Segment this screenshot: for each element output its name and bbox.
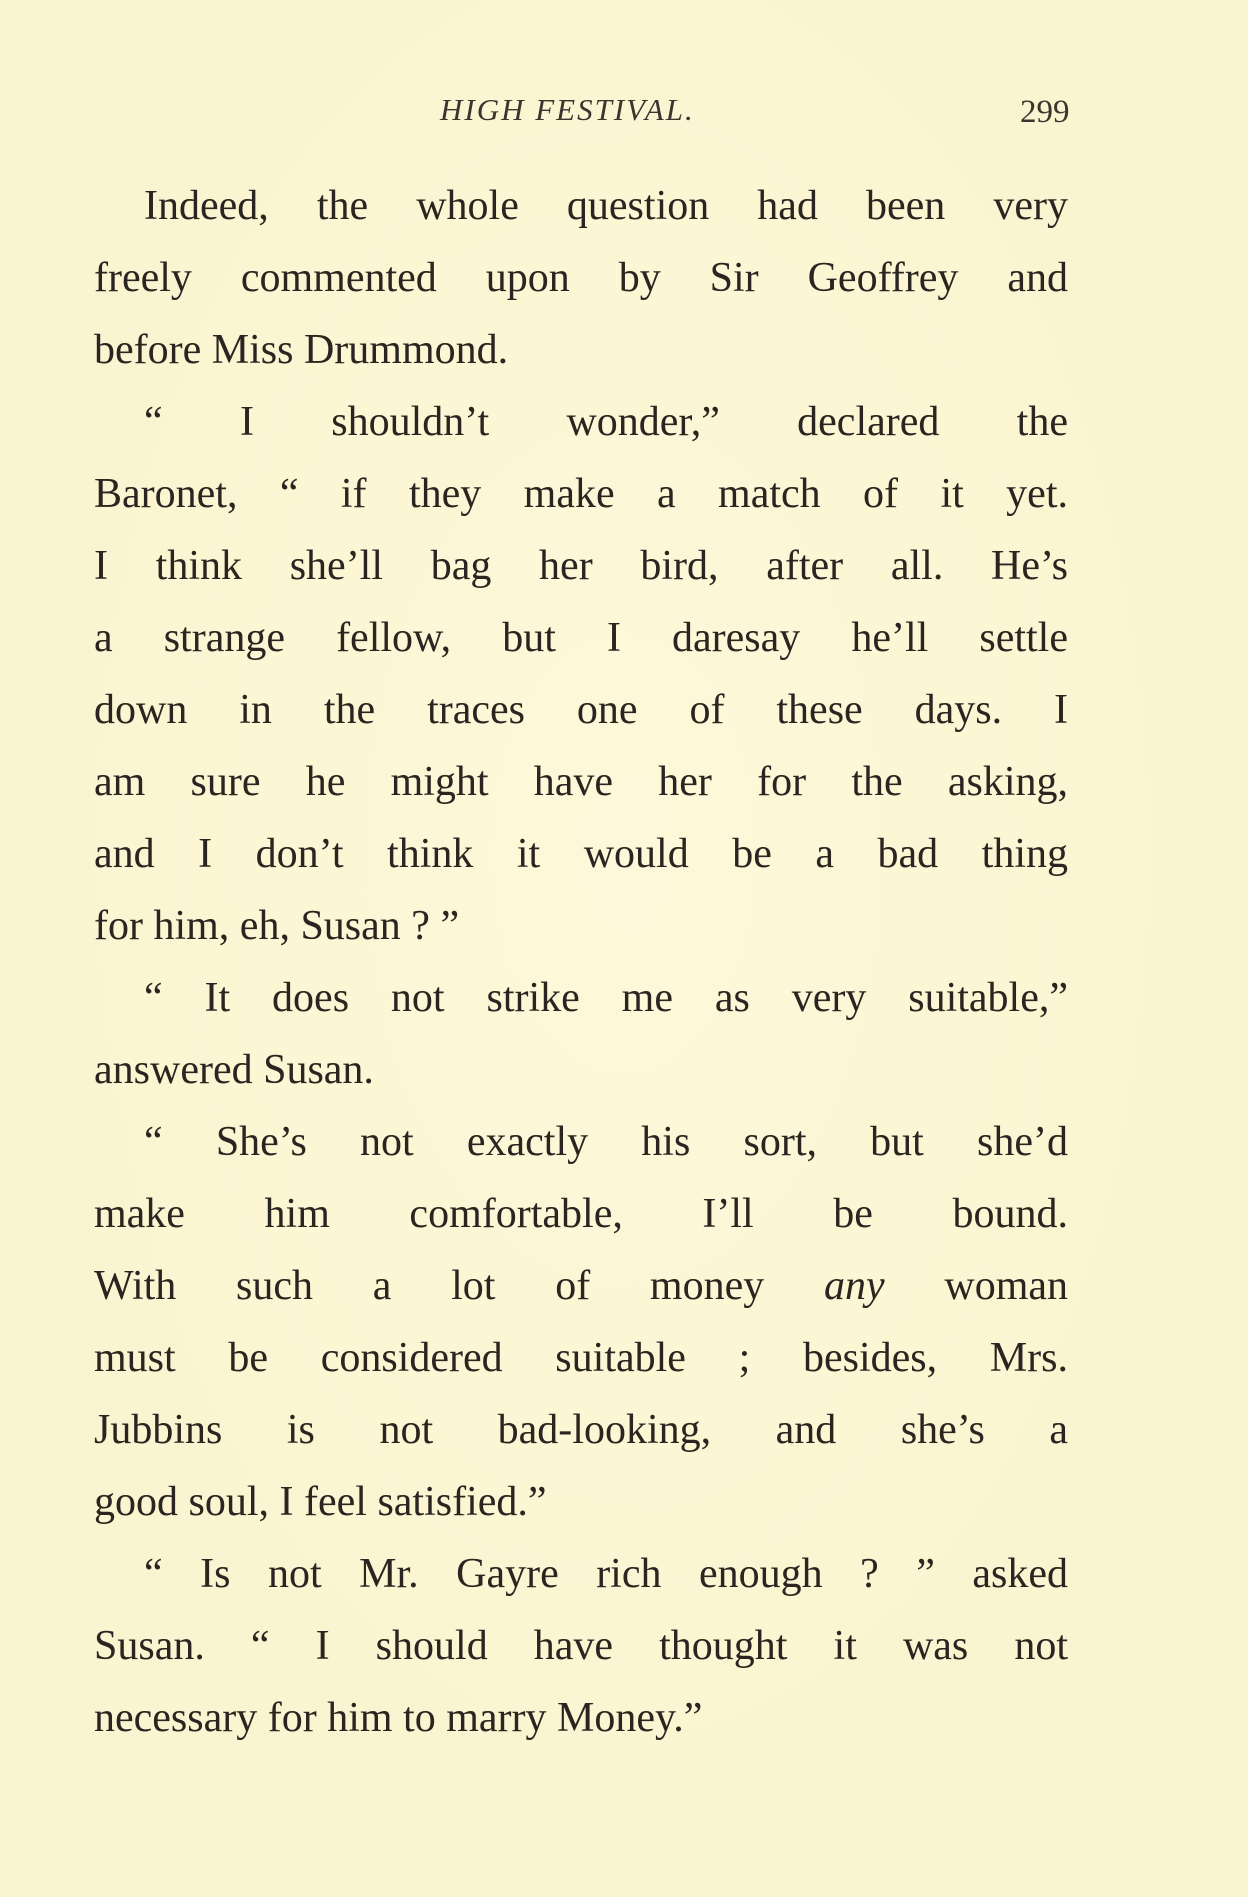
text-line: for him, eh, Susan ? ”	[94, 903, 460, 949]
text-line: freely commented upon by Sir Geoffrey and	[94, 255, 1068, 301]
text-line: and I don’t think it would be a bad thing	[94, 831, 1068, 877]
text-line: “ Is not Mr. Gayre rich enough ? ” asked	[144, 1551, 1068, 1597]
running-head	[0, 92, 1248, 132]
text-line: Jubbins is not bad-looking, and she’s a	[94, 1407, 1068, 1453]
text-line: “ She’s not exactly his sort, but she’d	[144, 1119, 1068, 1165]
text-line: “ I shouldn’t wonder,” declared the	[144, 399, 1068, 445]
page-number: 299	[1020, 94, 1070, 130]
text-line: a strange fellow, but I daresay he’ll settle	[94, 615, 1068, 661]
body-text	[94, 170, 1068, 1754]
text-segment: With such a lot of money	[94, 1263, 765, 1309]
text-line: Baronet, “ if they make a match of it yet.	[94, 471, 1068, 517]
text-line: I think she’ll bag her bird, after all. He’s	[94, 543, 1068, 589]
text-line: “ It does not strike me as very suitable,”	[144, 975, 1068, 1021]
text-line: must be considered suitable ; besides, Mrs.	[94, 1335, 1068, 1381]
text-line: Indeed, the whole question had been very	[144, 183, 1068, 229]
text-line: make him comfortable, I’ll be bound.	[94, 1191, 1068, 1237]
text-segment: woman	[944, 1263, 1069, 1309]
text-line: am sure he might have her for the asking,	[94, 759, 1068, 805]
emphasized-word: any	[823, 1263, 885, 1309]
running-title: HIGH FESTIVAL.	[440, 92, 695, 127]
text-line: before Miss Drummond.	[94, 327, 509, 373]
text-line: good soul, I feel satisfied.”	[94, 1479, 547, 1525]
text-line: answered Susan.	[94, 1047, 374, 1093]
text-line-with-emphasis	[94, 1250, 1068, 1322]
text-line: Susan. “ I should have thought it was not	[94, 1623, 1068, 1669]
text-line: necessary for him to marry Money.”	[94, 1695, 703, 1741]
text-line: down in the traces one of these days. I	[94, 687, 1068, 733]
